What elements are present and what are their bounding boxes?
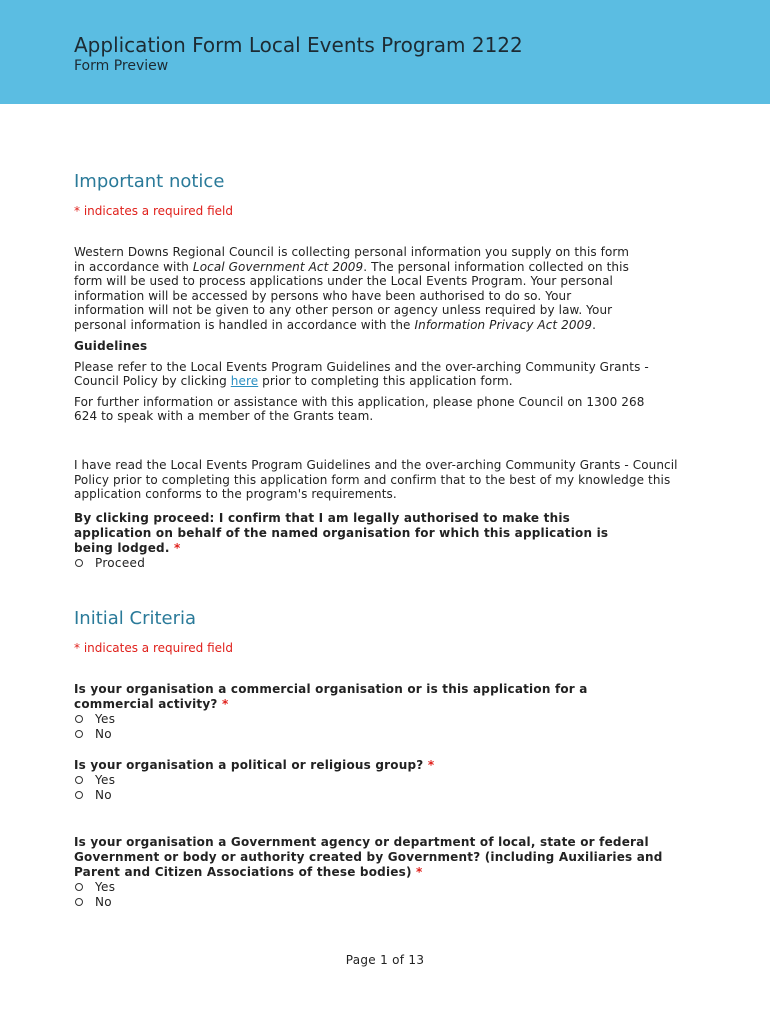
required-field-note: * indicates a required field xyxy=(74,204,233,218)
guidelines-heading: Guidelines xyxy=(74,338,148,353)
radio-button-icon[interactable] xyxy=(75,898,83,906)
section-title-important-notice: Important notice xyxy=(74,171,225,192)
required-star: * xyxy=(427,757,435,772)
radio-button-icon[interactable] xyxy=(75,715,83,723)
required-star: * xyxy=(221,696,229,711)
form-title: Application Form Local Events Program 2122 xyxy=(74,33,523,57)
radio-option-yes[interactable]: Yes xyxy=(74,712,684,727)
radio-option-no[interactable]: No xyxy=(74,895,684,910)
proceed-question: By clicking proceed: I confirm that I am legally authorised to make this application on behalf of the named organisation for which this application is being lodged. * xyxy=(74,510,609,555)
form-content xyxy=(74,170,684,910)
guidelines-link[interactable]: here xyxy=(230,374,259,389)
radio-button-icon[interactable] xyxy=(75,791,83,799)
radio-button-icon[interactable] xyxy=(75,559,83,567)
form-subtitle: Form Preview xyxy=(74,58,169,74)
required-star: * xyxy=(173,540,181,555)
privacy-statement: Western Downs Regional Council is collecting personal information you supply on this form in accordance with Local Government Act 2009. The personal information collected on this form will be used to process applications under the Local Events Program. Your personal information will be accessed by persons who have been authorised to do so. Your information will not be given to any other person or agency unless required by law. Your personal information is handled in accordance with the Information Privacy Act 2009. xyxy=(74,245,630,332)
form-header xyxy=(0,0,770,104)
question-political-religious: Is your organisation a political or religious group? * xyxy=(74,757,435,772)
radio-option-yes[interactable]: Yes xyxy=(74,880,684,895)
guidelines-text: Please refer to the Local Events Program Guidelines and the over-arching Community Grants - Council Policy by clicking here prior to completing this application form. xyxy=(74,359,649,389)
radio-option-proceed[interactable]: Proceed xyxy=(74,556,684,571)
radio-button-icon[interactable] xyxy=(75,883,83,891)
question-commercial: Is your organisation a commercial organisation or is this application for a commercial activity? * xyxy=(74,681,588,711)
required-star: * xyxy=(416,864,423,879)
acknowledgement-text: I have read the Local Events Program Guidelines and the over-arching Community Grants - Council Policy prior to completing this application form and confirm that to the best of my knowledge this application conforms to the program's requirements. xyxy=(74,457,678,502)
question-government-agency: Is your organisation a Government agency or department of local, state or federal Government or body or authority created by Government? (including Auxiliaries and Parent and Citizen Associations of these bodies) * xyxy=(74,834,663,879)
radio-option-no[interactable]: No xyxy=(74,788,684,803)
required-field-note: * indicates a required field xyxy=(74,640,233,655)
radio-option-yes[interactable]: Yes xyxy=(74,773,684,788)
contact-info: For further information or assistance with this application, please phone Council on 1300 268 624 to speak with a member of the Grants team. xyxy=(74,394,645,424)
section-title-initial-criteria: Initial Criteria xyxy=(74,607,197,629)
radio-option-no[interactable]: No xyxy=(74,727,684,742)
radio-button-icon[interactable] xyxy=(75,730,83,738)
page-number: Page 1 of 13 xyxy=(345,953,425,967)
radio-button-icon[interactable] xyxy=(75,776,83,784)
